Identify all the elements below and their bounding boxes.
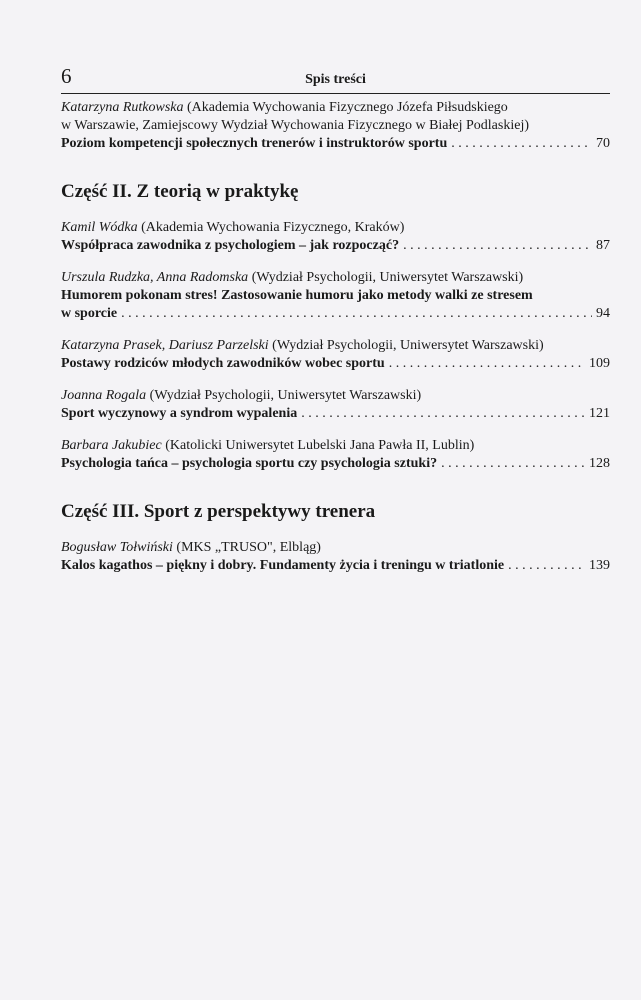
toc-entry (61, 387, 610, 423)
entry-page-number: 139 (589, 558, 610, 573)
author-names: Joanna Rogala (61, 388, 147, 403)
entry-title: Sport wyczynowy a syndrom wypalenia (61, 406, 298, 421)
author-names: Katarzyna Prasek, Dariusz Parzelski (61, 338, 269, 353)
leader-dots (389, 355, 585, 373)
page-number: 6 (61, 64, 72, 88)
entry-title: Psychologia tańca – psychologia sportu czy psychologia sztuki? (61, 456, 438, 471)
entry-page-number: 94 (596, 306, 610, 321)
header-rule (61, 93, 610, 94)
author-names: Katarzyna Rutkowska (61, 100, 184, 115)
toc-entry (61, 269, 610, 323)
entry-page-number: 70 (596, 136, 610, 151)
author-affiliation: (MKS „TRUSO", Elbląg) (172, 540, 321, 555)
toc-entry (61, 437, 610, 473)
toc-entry (61, 539, 610, 575)
entry-title: Kalos kagathos – piękny i dobry. Fundamenty życia i treningu w triatlonie (61, 558, 505, 573)
author-affiliation: (Wydział Psychologii, Uniwersytet Warszawski) (268, 338, 544, 353)
author-affiliation-continued: w Warszawie, Zamiejscowy Wydział Wychowania Fizycznego w Białej Podlaskiej) (61, 118, 529, 133)
entry-title-line[interactable] (61, 455, 610, 473)
entry-authors (61, 437, 610, 455)
leader-dots (301, 405, 585, 423)
entry-authors (61, 219, 610, 237)
entry-title: w sporcie (61, 306, 118, 321)
entry-title: Współpraca zawodnika z psychologiem – jak rozpocząć? (61, 238, 400, 253)
entry-title: Poziom kompetencji społecznych trenerów i instruktorów sportu (61, 136, 448, 151)
author-affiliation: (Wydział Psychologii, Uniwersytet Warszawski) (146, 388, 422, 403)
toc-entry (61, 219, 610, 255)
author-names: Barbara Jakubiec (61, 438, 162, 453)
author-names: Bogusław Tołwiński (61, 540, 173, 555)
part-heading: Część III. Sport z perspektywy trenera (61, 501, 376, 522)
author-names: Kamil Wódka (61, 220, 138, 235)
leader-dots (441, 455, 585, 473)
leader-dots (451, 135, 592, 153)
author-affiliation: (Akademia Wychowania Fizycznego, Kraków) (137, 220, 405, 235)
entry-page-number: 121 (589, 406, 610, 421)
toc-entry (61, 337, 610, 373)
entry-authors (61, 337, 610, 355)
entry-title-line[interactable] (61, 355, 610, 373)
author-affiliation: (Wydział Psychologii, Uniwersytet Warszawski) (248, 270, 524, 285)
entry-page-number: 87 (596, 238, 610, 253)
table-of-contents (61, 99, 610, 575)
toc-entry (61, 99, 610, 153)
leader-dots (403, 237, 592, 255)
page-header (61, 64, 610, 94)
author-affiliation: (Akademia Wychowania Fizycznego Józefa Piłsudskiego (183, 100, 508, 115)
entry-page-number: 128 (589, 456, 610, 471)
entry-authors (61, 539, 610, 557)
entry-title-line[interactable] (61, 237, 610, 255)
entry-authors (61, 387, 610, 405)
entry-title-line[interactable] (61, 405, 610, 423)
entry-title-first-line[interactable]: Humorem pokonam stres! Zastosowanie humoru jako metody walki ze stresem (61, 288, 533, 303)
entry-authors (61, 99, 610, 117)
leader-dots (508, 557, 585, 575)
leader-dots (121, 305, 592, 323)
entry-title-line[interactable] (61, 305, 610, 323)
entry-title-line[interactable] (61, 135, 610, 153)
author-names: Urszula Rudzka, Anna Radomska (61, 270, 249, 285)
part-heading: Część II. Z teorią w praktykę (61, 181, 299, 202)
entry-title-line[interactable] (61, 557, 610, 575)
entry-authors (61, 269, 610, 287)
running-head: Spis treści (305, 72, 366, 87)
entry-title: Postawy rodziców młodych zawodników wobec sportu (61, 356, 385, 371)
author-affiliation: (Katolicki Uniwersytet Lubelski Jana Pawła II, Lublin) (161, 438, 475, 453)
entry-page-number: 109 (589, 356, 610, 371)
